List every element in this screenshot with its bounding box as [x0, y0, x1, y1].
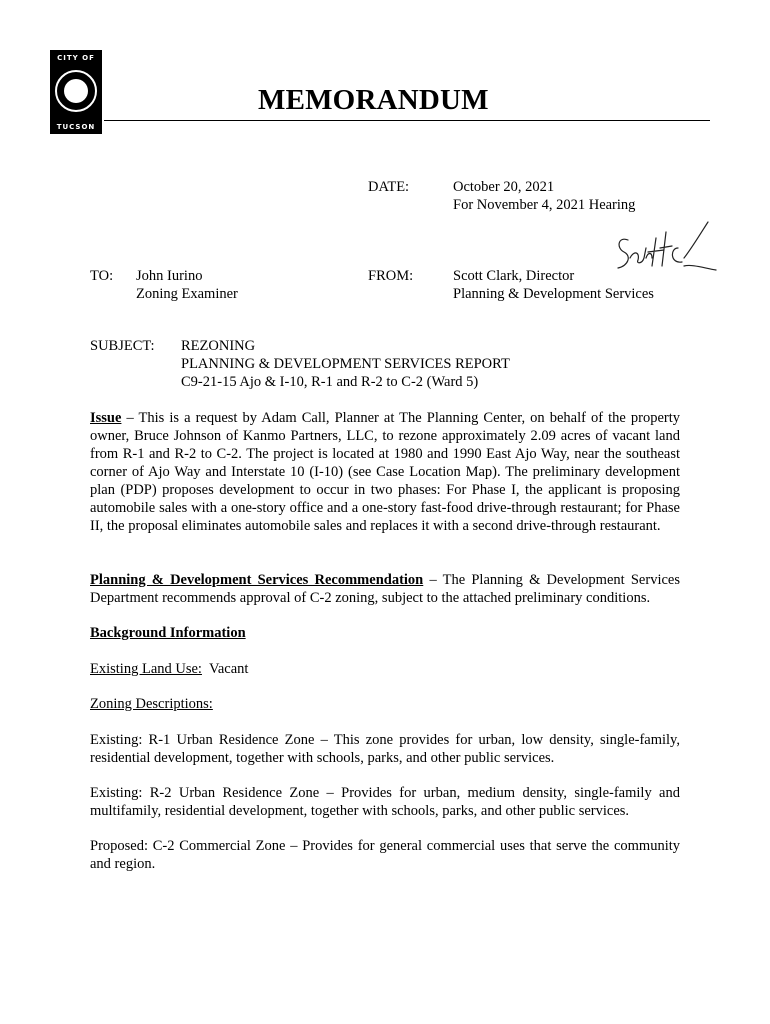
issue-paragraph [90, 409, 680, 535]
header-rule [104, 120, 710, 121]
logo-top-text: CITY OF [57, 54, 95, 62]
memo-title: MEMORANDUM [258, 84, 489, 116]
zoning-heading-paragraph [90, 695, 680, 713]
recommendation-text: – The Planning & Development Services Department recommends approval of C-2 zoning, subject to the attached preliminary conditions. [90, 572, 680, 606]
subject-line-1: REZONING [181, 338, 256, 354]
from-label: FROM: [368, 268, 414, 284]
land-use-label: Existing Land Use: [90, 661, 202, 677]
subject-line-3: C9-21-15 Ajo & I-10, R-1 and R-2 to C-2 (Ward 5) [181, 374, 479, 390]
subject-label: SUBJECT: [90, 338, 155, 354]
land-use-paragraph [90, 660, 680, 678]
city-of-tucson-logo [50, 50, 102, 134]
zoning-heading: Zoning Descriptions: [90, 696, 213, 712]
issue-text: – This is a request by Adam Call, Planner at The Planning Center, on behalf of the property owner, Bruce Johnson of Kanmo Partners, LLC, to rezone approximately 2.09 acres of vacant land from R-1 and R-2 to C-2. The project is located at 1980 and 1990 East Ajo Way, near the southeast corner of Ajo Way and Interstate 10 (I-10) (see Case Location Map). The preliminary development plan (PDP) proposes development to occur in two phases: For Phase I, the applicant is proposing automobile sales with a one-story office and a one-story fast-food drive-through restaurant; for Phase II, the proposal eliminates automobile sales and replaces it with a second drive-through restaurant. [90, 410, 680, 534]
recommendation-paragraph [90, 571, 680, 607]
subject-line-2: PLANNING & DEVELOPMENT SERVICES REPORT [181, 356, 510, 372]
issue-heading: Issue [90, 410, 122, 426]
zoning-r1: Existing: R-1 Urban Residence Zone – This zone provides for urban, low density, single-family, residential development, together with schools, parks, and other public services. [90, 732, 680, 766]
seal-center [64, 79, 88, 103]
recommendation-heading: Planning & Development Services Recommendation [90, 572, 424, 588]
zoning-c2: Proposed: C-2 Commercial Zone – Provides for general commercial uses that serve the community and region. [90, 838, 680, 872]
zoning-r2: Existing: R-2 Urban Residence Zone – Provides for urban, medium density, single-family and multifamily, residential development, together with schools, parks, and other public services. [90, 785, 680, 819]
to-name: John Iurino [136, 268, 203, 284]
date-label: DATE: [368, 179, 410, 195]
background-paragraph [90, 624, 680, 642]
land-use-value: Vacant [201, 661, 249, 677]
to-title: Zoning Examiner [136, 286, 238, 302]
seal-icon [55, 70, 97, 112]
logo-bottom-text: TUCSON [56, 123, 96, 131]
background-heading: Background Information [90, 625, 246, 641]
from-name: Scott Clark, Director [453, 268, 575, 284]
hearing-date: For November 4, 2021 Hearing [453, 197, 636, 213]
signature-image [608, 218, 718, 278]
date-value: October 20, 2021 [453, 179, 555, 195]
from-title: Planning & Development Services [453, 286, 654, 302]
to-label: TO: [90, 268, 114, 284]
